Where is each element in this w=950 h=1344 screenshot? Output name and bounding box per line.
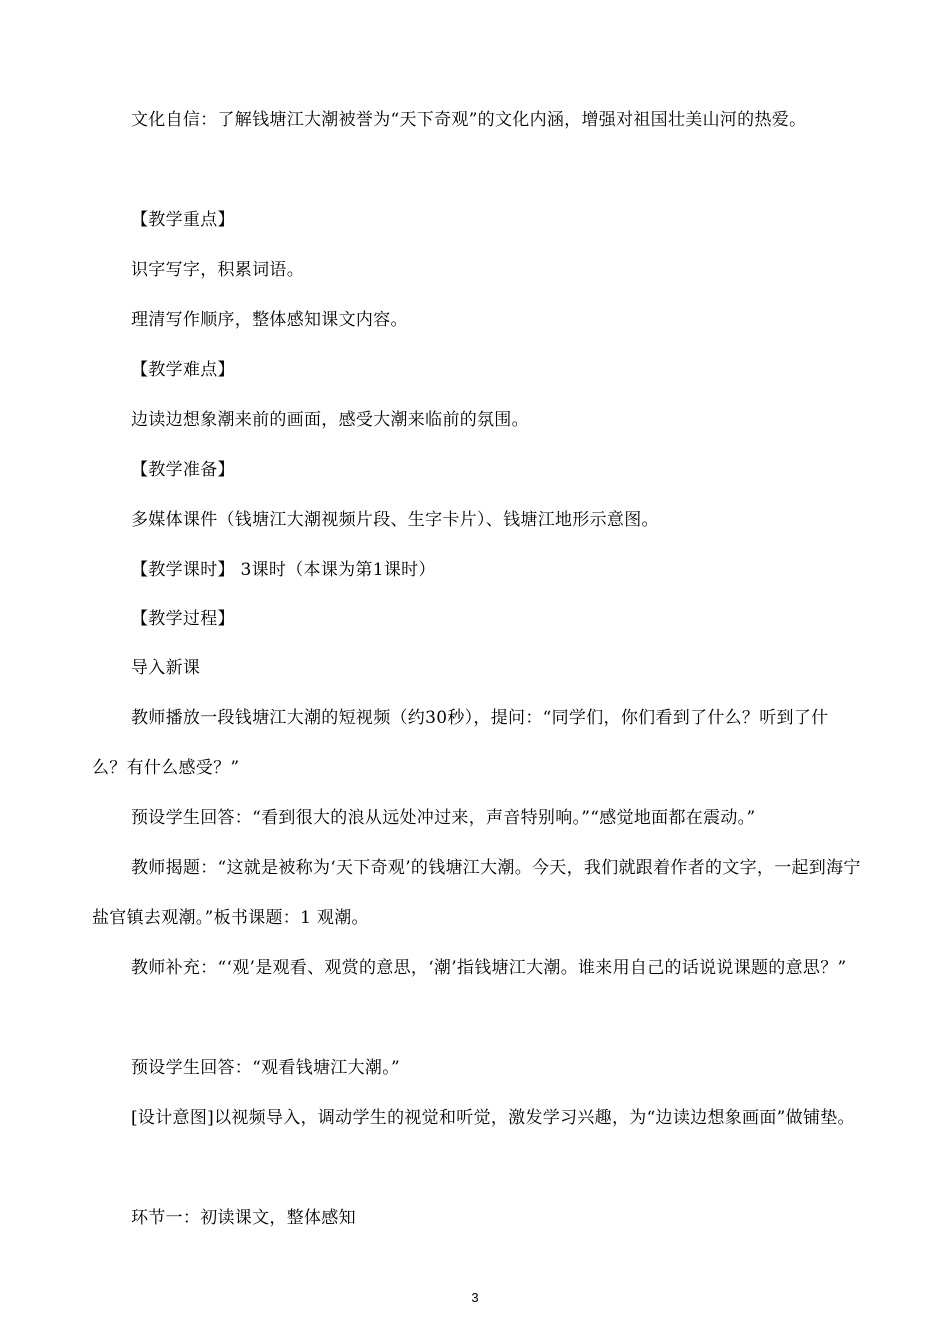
subheading-section-one: 环节一：初读课文，整体感知 [131,1208,356,1228]
paragraph-design-intent: [设计意图]以视频导入，调动学生的视觉和听觉，激发学习兴趣，为“边读边想象画面”做铺垫。 [131,1108,855,1128]
heading-teaching-process: 【教学过程】 [131,609,235,629]
page-number: 3 [471,1290,479,1305]
heading-teaching-difficulty: 【教学难点】 [131,360,235,380]
heading-teaching-preparation: 【教学准备】 [131,460,235,480]
paragraph-difficulty: 边读边想象潮来前的画面，感受大潮来临前的氛围。 [131,410,529,430]
paragraph-focus-2: 理清写作顺序，整体感知课文内容。 [131,310,408,330]
paragraph-student-answer-2: 预设学生回答：“观看钱塘江大潮。” [131,1058,400,1078]
heading-teaching-focus: 【教学重点】 [131,210,235,230]
paragraph-video-question: 教师播放一段钱塘江大潮的短视频（约30秒），提问：“同学们，你们看到了什么？听到了什么？有什么感受？” [92,708,829,778]
subheading-introduction: 导入新课 [131,658,201,678]
paragraph-teacher-supplement: 教师补充：“‘观’是观看、观赏的意思，‘潮’指钱塘江大潮。谁来用自己的话说说课题的意思？” [131,958,847,978]
paragraph-preparation: 多媒体课件（钱塘江大潮视频片段、生字卡片）、钱塘江地形示意图。 [131,510,659,530]
paragraph-cultural-confidence: 文化自信：了解钱塘江大潮被誉为“天下奇观”的文化内涵，增强对祖国壮美山河的热爱。 [131,110,807,130]
paragraph-focus-1: 识字写字，积累词语。 [131,260,304,280]
paragraph-student-answer-1: 预设学生回答：“看到很大的浪从远处冲过来，声音特别响。”“感觉地面都在震动。” [131,808,756,828]
paragraph-class-hours: 【教学课时】 3课时（本课为第1课时） [131,560,436,580]
paragraph-reveal-topic: 教师揭题：“这就是被称为‘天下奇观’的钱塘江大潮。今天，我们就跟着作者的文字，一起到海宁盐官镇去观潮。”板书课题：1 观潮。 [92,858,861,928]
